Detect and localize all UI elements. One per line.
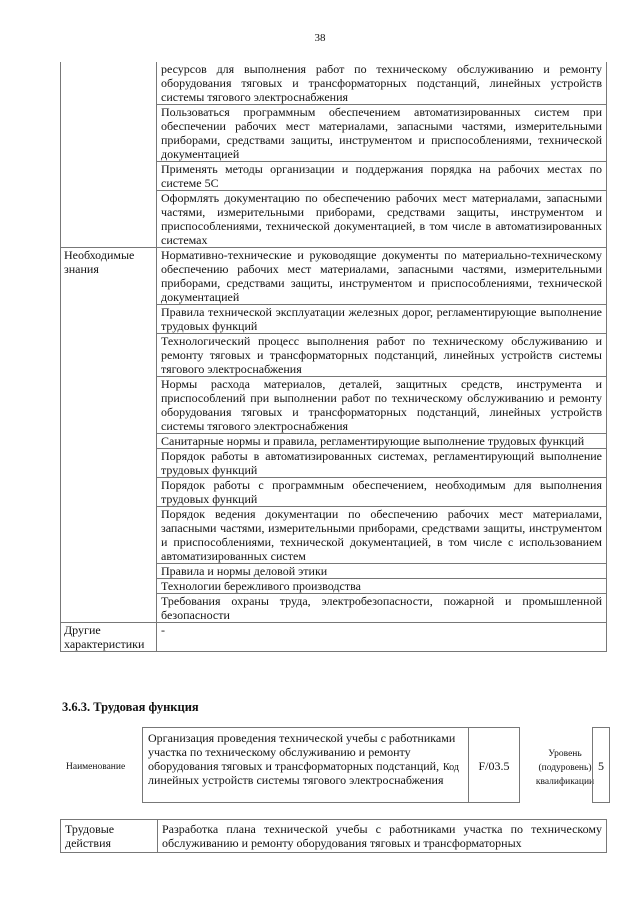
labor-actions-table	[60, 819, 607, 853]
qualification-level-label: Уровень (подуровень) квалификации	[535, 749, 595, 787]
knowledge-item: Порядок работы в автоматизированных системах, регламентирующий выполнение трудовых функций	[157, 449, 607, 478]
function-name-label: Наименование	[66, 762, 126, 772]
skill-item: ресурсов для выполнения работ по техническому обслуживанию и ремонту оборудования тяговых и трансформаторных подстанций, линейных устройств системы тягового электроснабжения	[157, 62, 607, 105]
knowledge-item: Порядок ведения документации по обеспечению рабочих мест материалами, запасными частями, измерительными приборами, средствами защиты, инструментом и приспособлениями, технической документацией, в том числе с использованием автоматизированных систем	[157, 507, 607, 564]
function-code-label: Код	[443, 762, 459, 773]
knowledge-item: Нормативно-технические и руководящие документы по материально-техническому обеспечению рабочих мест материалами, запасными частями, измерительными приборами, средствами защиты, инструментом и приспособлениями, технической документацией	[157, 248, 607, 305]
skill-item: Оформлять документацию по обеспечению рабочих мест материалами, запасными частями, измерительными приборами, средствами защиты, инструментом и приспособлениями, технической документацией, в том числе в автоматизированных системах	[157, 191, 607, 248]
knowledge-item: Санитарные нормы и правила, регламентирующие выполнение трудовых функций	[157, 434, 607, 449]
section-title: 3.6.3. Трудовая функция	[62, 700, 199, 714]
qualification-level-value: 5	[592, 727, 610, 803]
other-label: Другие характеристики	[61, 623, 157, 652]
table-row	[61, 820, 607, 853]
table-row	[61, 623, 607, 652]
knowledge-item: Порядок работы с программным обеспечением, необходимым для выполнения трудовых функций	[157, 478, 607, 507]
knowledge-item: Правила и нормы деловой этики	[157, 564, 607, 579]
skills-label-cell	[61, 62, 157, 248]
page-number: 38	[314, 32, 326, 44]
requirements-table	[60, 62, 607, 652]
knowledge-item: Технологии бережливого производства	[157, 579, 607, 594]
skill-item: Применять методы организации и поддержания порядка на рабочих местах по системе 5С	[157, 162, 607, 191]
function-name-value: Организация проведения технической учебы с работниками участка по техническому обслуживанию и ремонту оборудования тяговых и трансформаторных подстанций, линейных устройств системы тягового электроснабжения	[142, 727, 469, 803]
function-code-value: F/03.5	[468, 727, 520, 803]
actions-label: Трудовые действия	[61, 820, 158, 853]
other-value: -	[157, 623, 607, 652]
knowledge-label: Необходимые знания	[61, 248, 157, 623]
knowledge-item: Требования охраны труда, электробезопасности, пожарной и промышленной безопасности	[157, 594, 607, 623]
action-item: Разработка плана технической учебы с работниками участка по техническому обслуживанию и ремонту оборудования тяговых и трансформаторных	[158, 820, 607, 853]
labor-function-header	[62, 727, 610, 805]
knowledge-item: Технологический процесс выполнения работ по техническому обслуживанию и ремонту тяговых и трансформаторных подстанций, линейных устройств системы тягового электроснабжения	[157, 334, 607, 377]
table-row	[61, 62, 607, 105]
table-row	[61, 248, 607, 305]
skill-item: Пользоваться программным обеспечением автоматизированных систем при обеспечении рабочих мест материалами, запасными частями, измерительными приборами, средствами защиты, инструментом и приспособлениями, технической документацией	[157, 105, 607, 162]
knowledge-item: Нормы расхода материалов, деталей, защитных средств, инструмента и приспособлений при выполнении работ по техническому обслуживанию и ремонту оборудования тяговых и трансформаторных подстанций, линейных устройств системы тягового электроснабжения	[157, 377, 607, 434]
knowledge-item: Правила технической эксплуатации железных дорог, регламентирующие выполнение трудовых функций	[157, 305, 607, 334]
